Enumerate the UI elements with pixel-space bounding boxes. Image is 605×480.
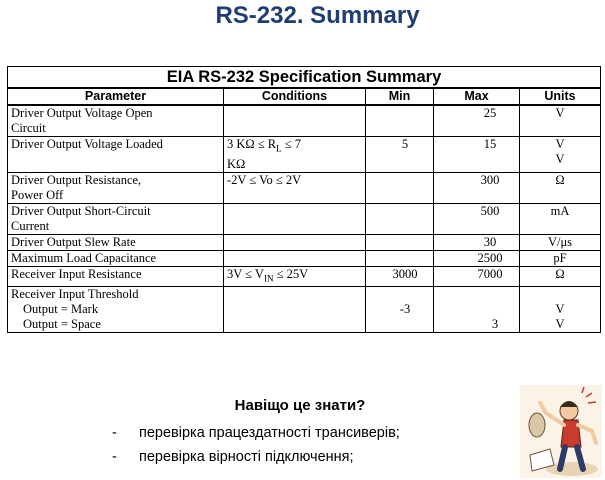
- max-value: 30: [483, 234, 497, 249]
- cell-parameter: [8, 287, 224, 333]
- max-value: 15: [483, 137, 497, 151]
- unit-value: Ω: [555, 172, 565, 187]
- condition-text: ≤ 7: [281, 137, 302, 151]
- condition-text: 3V ≤ V: [227, 266, 264, 281]
- table-row: [8, 287, 601, 333]
- cell-parameter: [8, 105, 224, 137]
- condition-subscript: IN: [263, 273, 274, 283]
- cell-units: [520, 250, 601, 266]
- cell-max: [434, 105, 520, 137]
- dash-bullet: -: [112, 449, 117, 465]
- unit-value: V/μs: [547, 234, 573, 249]
- cell-parameter: [8, 266, 224, 287]
- cell-max: [434, 250, 520, 266]
- reason-list: [112, 421, 400, 469]
- slide-title: RS-232. Summary: [215, 2, 420, 29]
- max-value: 2500: [477, 250, 503, 265]
- cell-parameter: [8, 234, 224, 250]
- cell-units: [520, 137, 601, 173]
- parameter-line: Output = Mark: [23, 302, 99, 316]
- table-caption-row: [8, 67, 601, 89]
- cell-units: [520, 234, 601, 250]
- dash-bullet: -: [112, 425, 117, 441]
- table-row: [8, 203, 601, 234]
- condition-line: [227, 137, 362, 157]
- cell-units: [520, 266, 601, 287]
- list-item-text: перевірка працездатності трансиверів;: [139, 425, 400, 441]
- table-row: [8, 105, 601, 137]
- min-value: 5: [401, 137, 409, 151]
- max-value: 300: [480, 172, 500, 187]
- cell-conditions: [224, 172, 366, 203]
- header-units: Units: [520, 88, 601, 105]
- cell-max: [434, 172, 520, 203]
- table-row: [8, 172, 601, 203]
- unit-value: V: [555, 106, 565, 120]
- list-item: [112, 445, 400, 469]
- condition-text: 3 KΩ ≤ R: [227, 137, 277, 151]
- cell-conditions: [224, 287, 366, 333]
- cell-conditions: [224, 203, 366, 234]
- cell-max: [434, 287, 520, 333]
- cell-max: [434, 203, 520, 234]
- cell-min: [366, 287, 434, 333]
- min-value: 3000: [392, 266, 418, 281]
- max-value: 500: [480, 203, 500, 218]
- list-item-text: перевірка вірності підключення;: [139, 449, 354, 465]
- cell-min: [366, 105, 434, 137]
- question-title: Навіщо це знати?: [234, 397, 366, 414]
- cell-conditions: [224, 266, 366, 287]
- condition-text: ≤ 25V: [273, 266, 309, 281]
- condition-line: KΩ: [227, 156, 246, 171]
- parameter-line: Power Off: [11, 187, 64, 202]
- cell-min: [366, 250, 434, 266]
- cell-conditions: [224, 234, 366, 250]
- list-item: [112, 421, 400, 445]
- spec-table: [7, 66, 601, 333]
- unit-value: Ω: [555, 266, 565, 281]
- parameter-line: Maximum Load Capacitance: [11, 250, 157, 265]
- table-row: [8, 266, 601, 287]
- condition-line: [227, 267, 362, 287]
- cell-units: [520, 105, 601, 137]
- table-header-row: [8, 88, 601, 105]
- max-value: 25: [483, 106, 497, 120]
- cell-units: [520, 172, 601, 203]
- parameter-line: Circuit: [11, 121, 46, 135]
- max-value: 3: [491, 317, 499, 331]
- unit-value: V: [555, 137, 565, 151]
- table-caption: EIA RS-232 Specification Summary: [8, 67, 601, 89]
- condition-line: -2V ≤ Vo ≤ 2V: [227, 172, 302, 187]
- parameter-line: Driver Output Short-Circuit: [11, 203, 151, 218]
- cell-min: [366, 172, 434, 203]
- unit-value: pF: [553, 250, 567, 265]
- cell-parameter: [8, 203, 224, 234]
- cell-conditions: [224, 250, 366, 266]
- parameter-line: Driver Output Slew Rate: [11, 234, 136, 249]
- table-row: [8, 250, 601, 266]
- table-row: [8, 234, 601, 250]
- cell-max: [434, 137, 520, 173]
- min-value: -3: [399, 302, 411, 316]
- unit-value: V: [555, 152, 565, 166]
- cell-parameter: [8, 172, 224, 203]
- cell-max: [434, 266, 520, 287]
- parameter-line: Current: [11, 218, 50, 233]
- max-value: 7000: [477, 266, 503, 281]
- confused-man-clipart-icon: [520, 385, 602, 478]
- cell-min: [366, 234, 434, 250]
- cell-min: [366, 266, 434, 287]
- parameter-line: Output = Space: [23, 317, 101, 331]
- parameter-line: Receiver Input Threshold: [11, 287, 139, 301]
- cell-conditions: [224, 137, 366, 173]
- parameter-line: Driver Output Resistance,: [11, 172, 142, 187]
- cell-max: [434, 234, 520, 250]
- cell-units: [520, 287, 601, 333]
- cell-min: [366, 203, 434, 234]
- header-parameter: Parameter: [8, 88, 224, 105]
- cell-units: [520, 203, 601, 234]
- table-row: [8, 137, 601, 173]
- condition-subscript: L: [276, 143, 282, 154]
- parameter-line: Driver Output Voltage Open: [11, 106, 153, 120]
- cell-parameter: [8, 137, 224, 173]
- cell-conditions: [224, 105, 366, 137]
- cell-parameter: [8, 250, 224, 266]
- header-max: Max: [434, 88, 520, 105]
- parameter-line: Receiver Input Resistance: [11, 266, 142, 281]
- parameter-line: Driver Output Voltage Loaded: [11, 137, 163, 151]
- header-min: Min: [366, 88, 434, 105]
- cell-min: [366, 137, 434, 173]
- unit-value: mA: [550, 203, 570, 218]
- unit-value: V: [555, 302, 565, 316]
- unit-value: V: [555, 317, 565, 331]
- header-conditions: Conditions: [224, 88, 366, 105]
